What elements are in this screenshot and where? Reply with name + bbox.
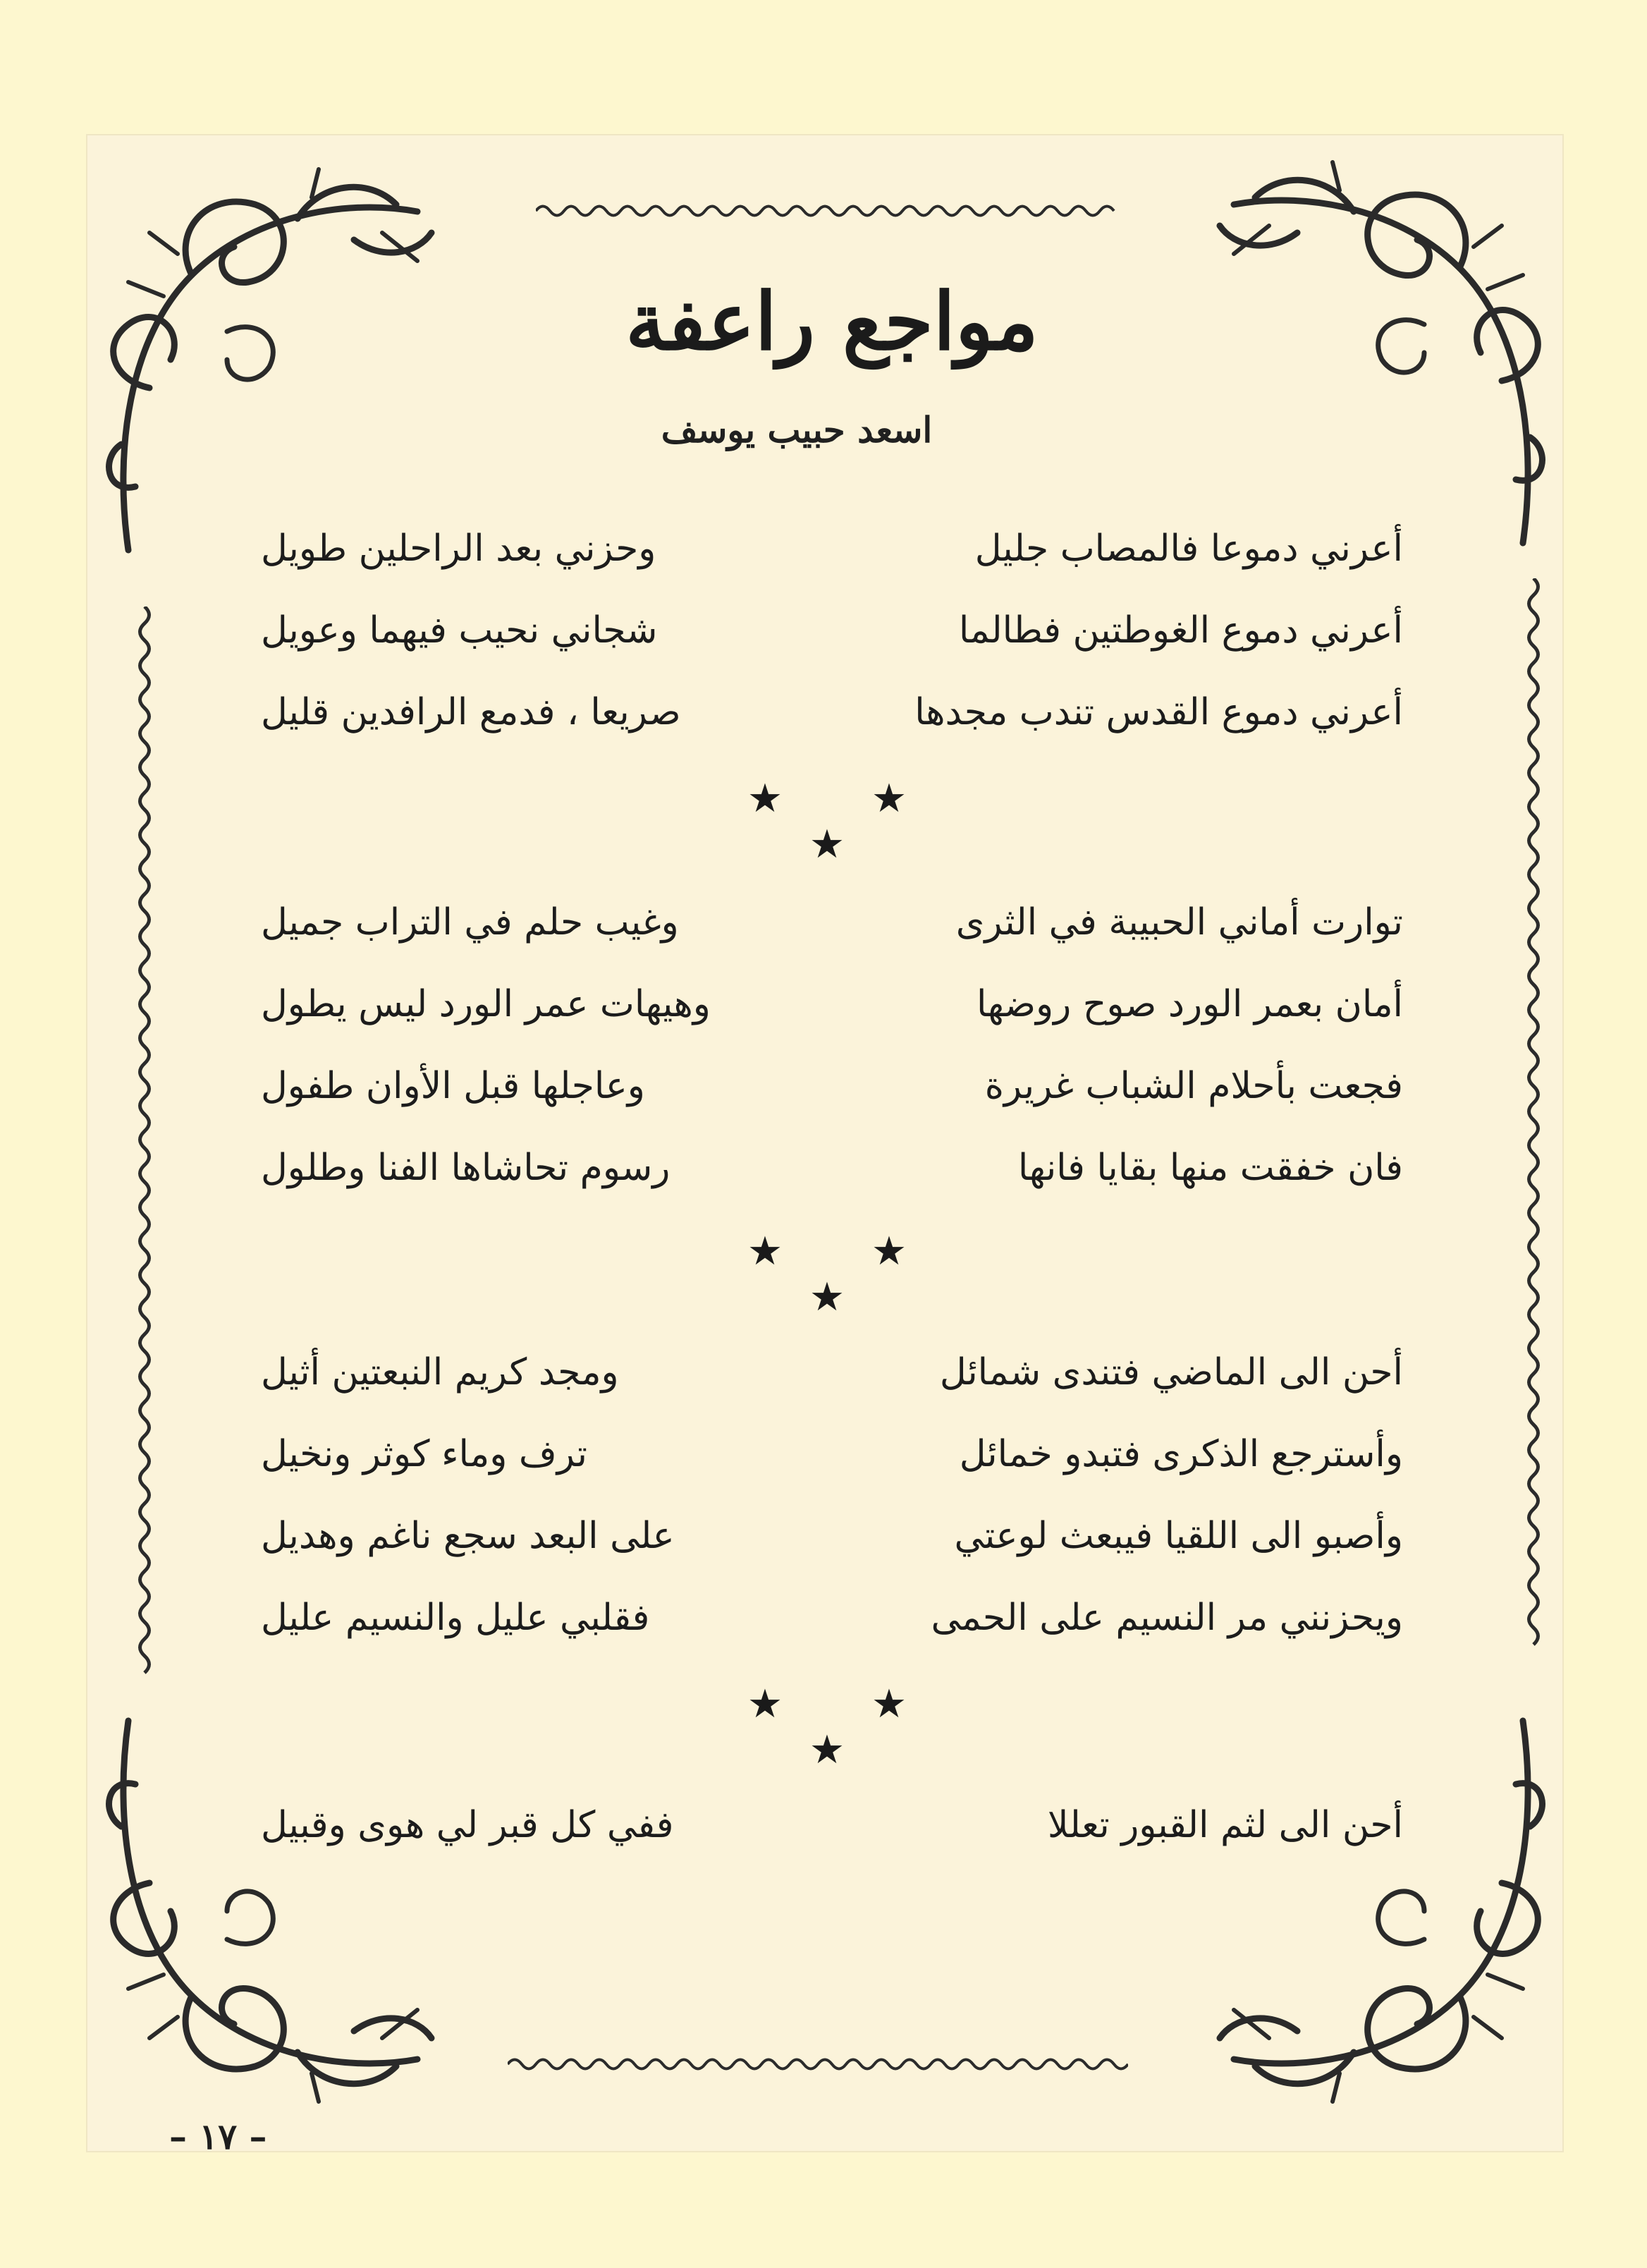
verse — [261, 590, 1403, 671]
stanza-separator: ★ ★ ★ — [747, 776, 945, 867]
verse-first-hemistich: وأصبو الى اللقيا فيبعث لوعتي — [954, 1515, 1403, 1557]
right-wavy-border — [1523, 578, 1544, 1657]
stanza-separator: ★ ★ ★ — [747, 1681, 945, 1773]
verse — [261, 963, 1403, 1045]
verse-first-hemistich: أعرني دموعا فالمصاب جليل — [974, 528, 1403, 570]
verse — [261, 1127, 1403, 1209]
stanza-4 — [261, 1784, 1403, 1866]
verse — [261, 508, 1403, 590]
poem-title: مواجع راعفة — [625, 276, 1039, 368]
verse-first-hemistich: أحن الى الماضي فتندى شمائل — [939, 1351, 1403, 1394]
verse-second-hemistich: وهيهات عمر الورد ليس يطول — [261, 983, 711, 1025]
page-number: – ١٧ – — [169, 2116, 267, 2157]
poem-author: اسعد حبيب يوسف — [661, 409, 933, 451]
verse-first-hemistich: فجعت بأحلام الشباب غريرة — [984, 1065, 1403, 1107]
verse-second-hemistich: شجاني نحيب فيهما وعويل — [261, 609, 658, 652]
verse-first-hemistich: فان خفقت منها بقايا فانها — [1017, 1147, 1403, 1189]
stanza-separator: ★ ★ ★ — [747, 1228, 945, 1320]
verse-second-hemistich: وحزني بعد الراحلين طويل — [261, 528, 656, 570]
verse — [261, 1045, 1403, 1127]
verse-first-hemistich: وأسترجع الذكرى فتبدو خمائل — [959, 1433, 1403, 1475]
verse-first-hemistich: ويحزنني مر النسيم على الحمى — [931, 1597, 1403, 1639]
verse-first-hemistich: أعرني دموع الغوطتين فطالما — [958, 609, 1403, 652]
stanza-3 — [261, 1331, 1403, 1659]
verse — [261, 1784, 1403, 1866]
verse-first-hemistich: توارت أماني الحبيبة في الثرى — [955, 901, 1403, 944]
verse-first-hemistich: أحن الى لثم القبور تعللا — [1047, 1804, 1403, 1846]
corner-ornament-bottom-right — [1199, 1664, 1565, 2116]
verse-second-hemistich: ففي كل قبر لي هوى وقبيل — [261, 1804, 674, 1846]
verse-first-hemistich: أعرني دموع القدس تندب مجدها — [914, 691, 1403, 733]
verse — [261, 1413, 1403, 1495]
corner-ornament-bottom-left — [86, 1664, 453, 2116]
verse-second-hemistich: صريعا ، فدمع الرافدين قليل — [261, 691, 681, 733]
top-wavy-rule — [536, 202, 1121, 220]
verse-second-hemistich: فقلبي عليل والنسيم عليل — [261, 1597, 650, 1639]
verse — [261, 1577, 1403, 1659]
bottom-wavy-rule — [508, 2055, 1128, 2073]
verse — [261, 882, 1403, 963]
stanza-2 — [261, 882, 1403, 1209]
verse-second-hemistich: وعاجلها قبل الأوان طفول — [261, 1065, 645, 1107]
stanza-1 — [261, 508, 1403, 753]
verse-first-hemistich: أمان بعمر الورد صوح روضها — [976, 983, 1403, 1025]
verse — [261, 1495, 1403, 1577]
verse-second-hemistich: ترف وماء كوثر ونخيل — [261, 1433, 587, 1475]
verse-second-hemistich: ومجد كريم النبعتين أثيل — [261, 1351, 619, 1394]
verse-second-hemistich: وغيب حلم في التراب جميل — [261, 901, 679, 944]
verse — [261, 1331, 1403, 1413]
left-wavy-border — [134, 606, 155, 1685]
verse-second-hemistich: رسوم تحاشاها الفنا وطلول — [261, 1147, 671, 1189]
verse-second-hemistich: على البعد سجع ناغم وهديل — [261, 1515, 675, 1557]
verse — [261, 671, 1403, 753]
